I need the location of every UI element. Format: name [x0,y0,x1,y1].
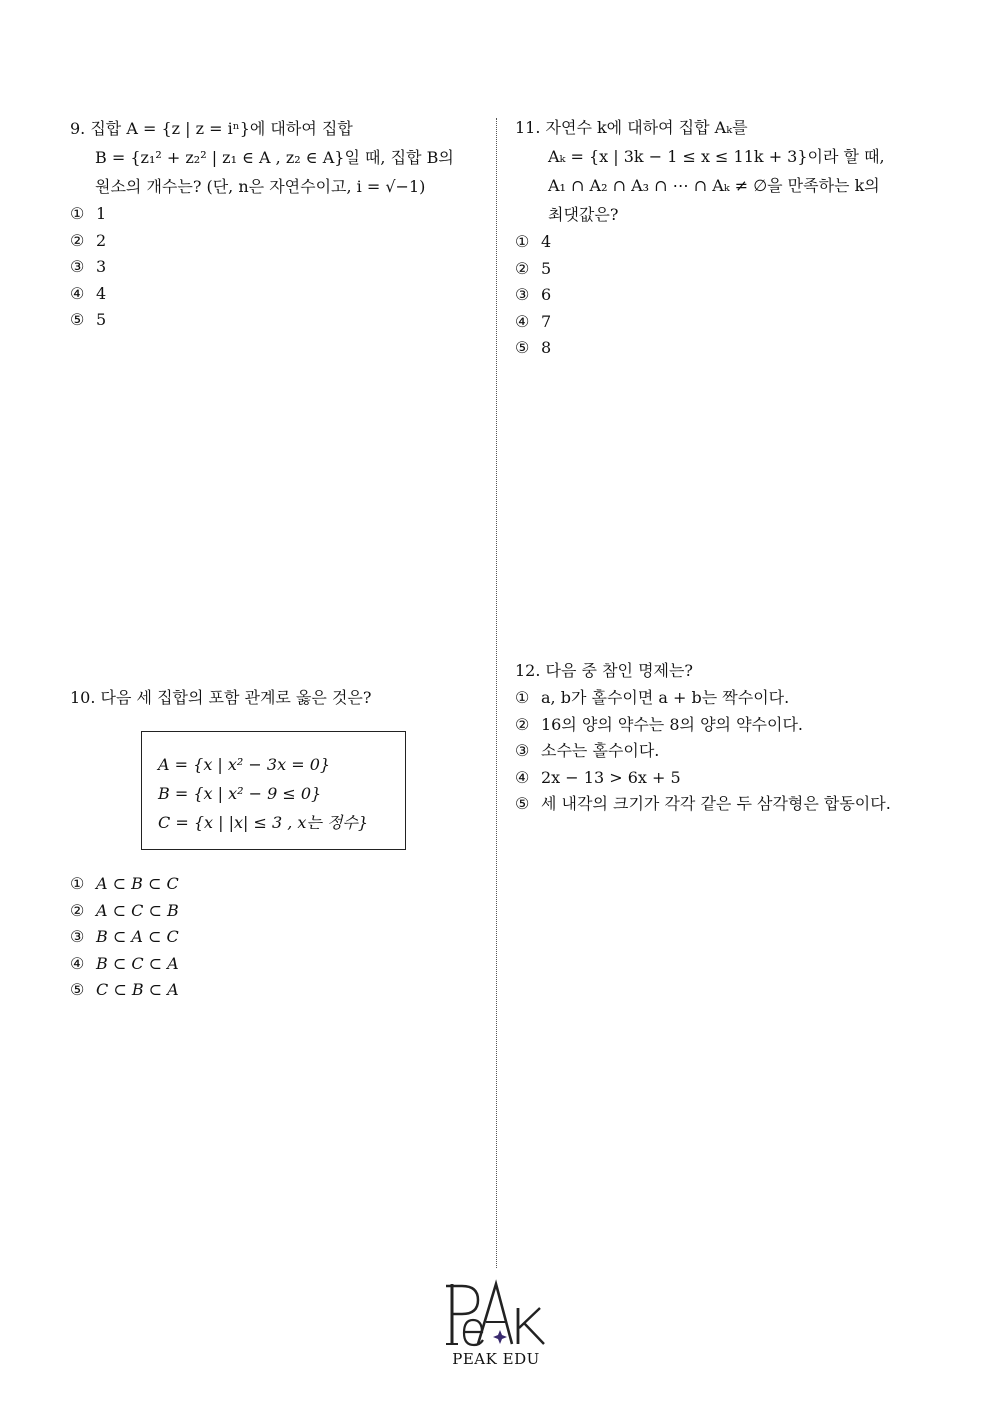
option-text: B ⊂ A ⊂ C [96,927,179,946]
question-11-option-2[interactable] [515,256,945,283]
question-11 [515,113,945,362]
logo-label: PEAK EDU [452,1350,540,1368]
question-10 [70,683,480,712]
question-10-options [70,871,480,1004]
question-11-options [515,229,945,362]
peak-edu-logo [440,1278,552,1373]
question-11-option-5[interactable] [515,335,945,362]
question-12-option-1[interactable] [515,685,955,712]
option-text: A ⊂ C ⊂ B [96,900,179,920]
question-12-option-2[interactable] [515,712,955,739]
option-text: 3 [96,257,107,276]
option-number: ③ [70,257,85,276]
option-number: ④ [515,767,530,787]
set-c-definition: C = {x | |x| ≤ 3 , x는 정수} [158,813,369,832]
option-number: ③ [515,285,530,304]
set-a-definition: A = {x | x² − 3x = 0} [158,755,331,774]
option-number: ⑤ [515,338,530,357]
option-number: ⑤ [515,794,530,813]
column-divider [496,118,497,1268]
question-10-stem: 10. 다음 세 집합의 포함 관계로 옳은 것은? [70,688,372,707]
question-9-stem-line-2: B = {z₁² + z₂² | z₁ ∈ A , z₂ ∈ A}일 때, 집합 B의 [95,148,454,167]
option-number: ② [70,230,85,250]
question-9-option-5[interactable] [70,307,480,334]
option-number: ③ [70,927,85,946]
option-text: 4 [541,232,552,251]
option-number: ⑤ [70,310,85,329]
question-11-option-3[interactable] [515,282,945,309]
question-12-option-3[interactable] [515,738,955,765]
option-text: A ⊂ B ⊂ C [96,874,179,893]
option-text: 5 [541,258,552,278]
question-10-option-5[interactable] [70,977,480,1004]
option-text: 2x − 13 > 6x + 5 [541,767,681,787]
option-number: ① [515,688,530,707]
question-10-set-definitions-box [141,731,406,850]
option-number: ② [70,900,85,920]
question-9-stem-line-1: 9. 집합 A = {z | z = iⁿ}에 대하여 집합 [70,119,353,138]
question-10-option-3[interactable] [70,924,480,951]
question-9-option-4[interactable] [70,281,480,308]
option-number: ① [515,232,530,251]
question-12-option-5[interactable] [515,791,955,818]
option-number: ④ [70,283,85,303]
option-text: a, b가 홀수이면 a + b는 짝수이다. [541,688,790,707]
question-11-stem-line-4: 최댓값은? [548,205,619,224]
question-12-option-4[interactable] [515,765,955,792]
option-text: 1 [96,204,107,223]
question-9-option-2[interactable] [70,228,480,255]
option-text: 6 [541,285,552,304]
option-text: 소수는 홀수이다. [541,741,660,760]
question-9-option-1[interactable] [70,201,480,228]
option-text: 8 [541,338,552,357]
option-text: 16의 양의 약수는 8의 양의 약수이다. [541,714,803,734]
set-b-definition: B = {x | x² − 9 ≤ 0} [158,784,322,803]
option-number: ② [515,714,530,734]
peak-logo-mark [440,1278,552,1348]
option-text: 4 [96,283,107,303]
question-11-stem-line-1: 11. 자연수 k에 대하여 집합 Aₖ를 [515,118,748,137]
option-number: ③ [515,741,530,760]
option-text: 5 [96,310,107,329]
option-text: C ⊂ B ⊂ A [96,980,179,999]
question-9-stem-line-3: 원소의 개수는? (단, n은 자연수이고, i = √−1) [95,177,426,196]
option-number: ② [515,258,530,278]
option-text: 7 [541,311,552,331]
question-9-option-3[interactable] [70,254,480,281]
question-10-option-2[interactable] [70,898,480,925]
option-number: ⑤ [70,980,85,999]
question-12-stem: 12. 다음 중 참인 명제는? [515,661,694,680]
question-9 [70,114,480,334]
star-icon [493,1330,507,1344]
question-10-option-1[interactable] [70,871,480,898]
option-number: ① [70,204,85,223]
option-text: 세 내각의 크기가 각각 같은 두 삼각형은 합동이다. [541,794,891,813]
option-number: ④ [515,311,530,331]
option-text: B ⊂ C ⊂ A [96,953,179,973]
question-11-stem-line-2: Aₖ = {x | 3k − 1 ≤ x ≤ 11k + 3}이라 할 때, [548,147,885,166]
question-10-option-4[interactable] [70,951,480,978]
question-11-option-4[interactable] [515,309,945,336]
option-number: ④ [70,953,85,973]
option-number: ① [70,874,85,893]
question-11-stem-line-3: A₁ ∩ A₂ ∩ A₃ ∩ ⋯ ∩ Aₖ ≠ ∅을 만족하는 k의 [548,176,880,195]
question-12 [515,656,955,818]
option-text: 2 [96,230,107,250]
question-11-option-1[interactable] [515,229,945,256]
question-9-options [70,201,480,334]
